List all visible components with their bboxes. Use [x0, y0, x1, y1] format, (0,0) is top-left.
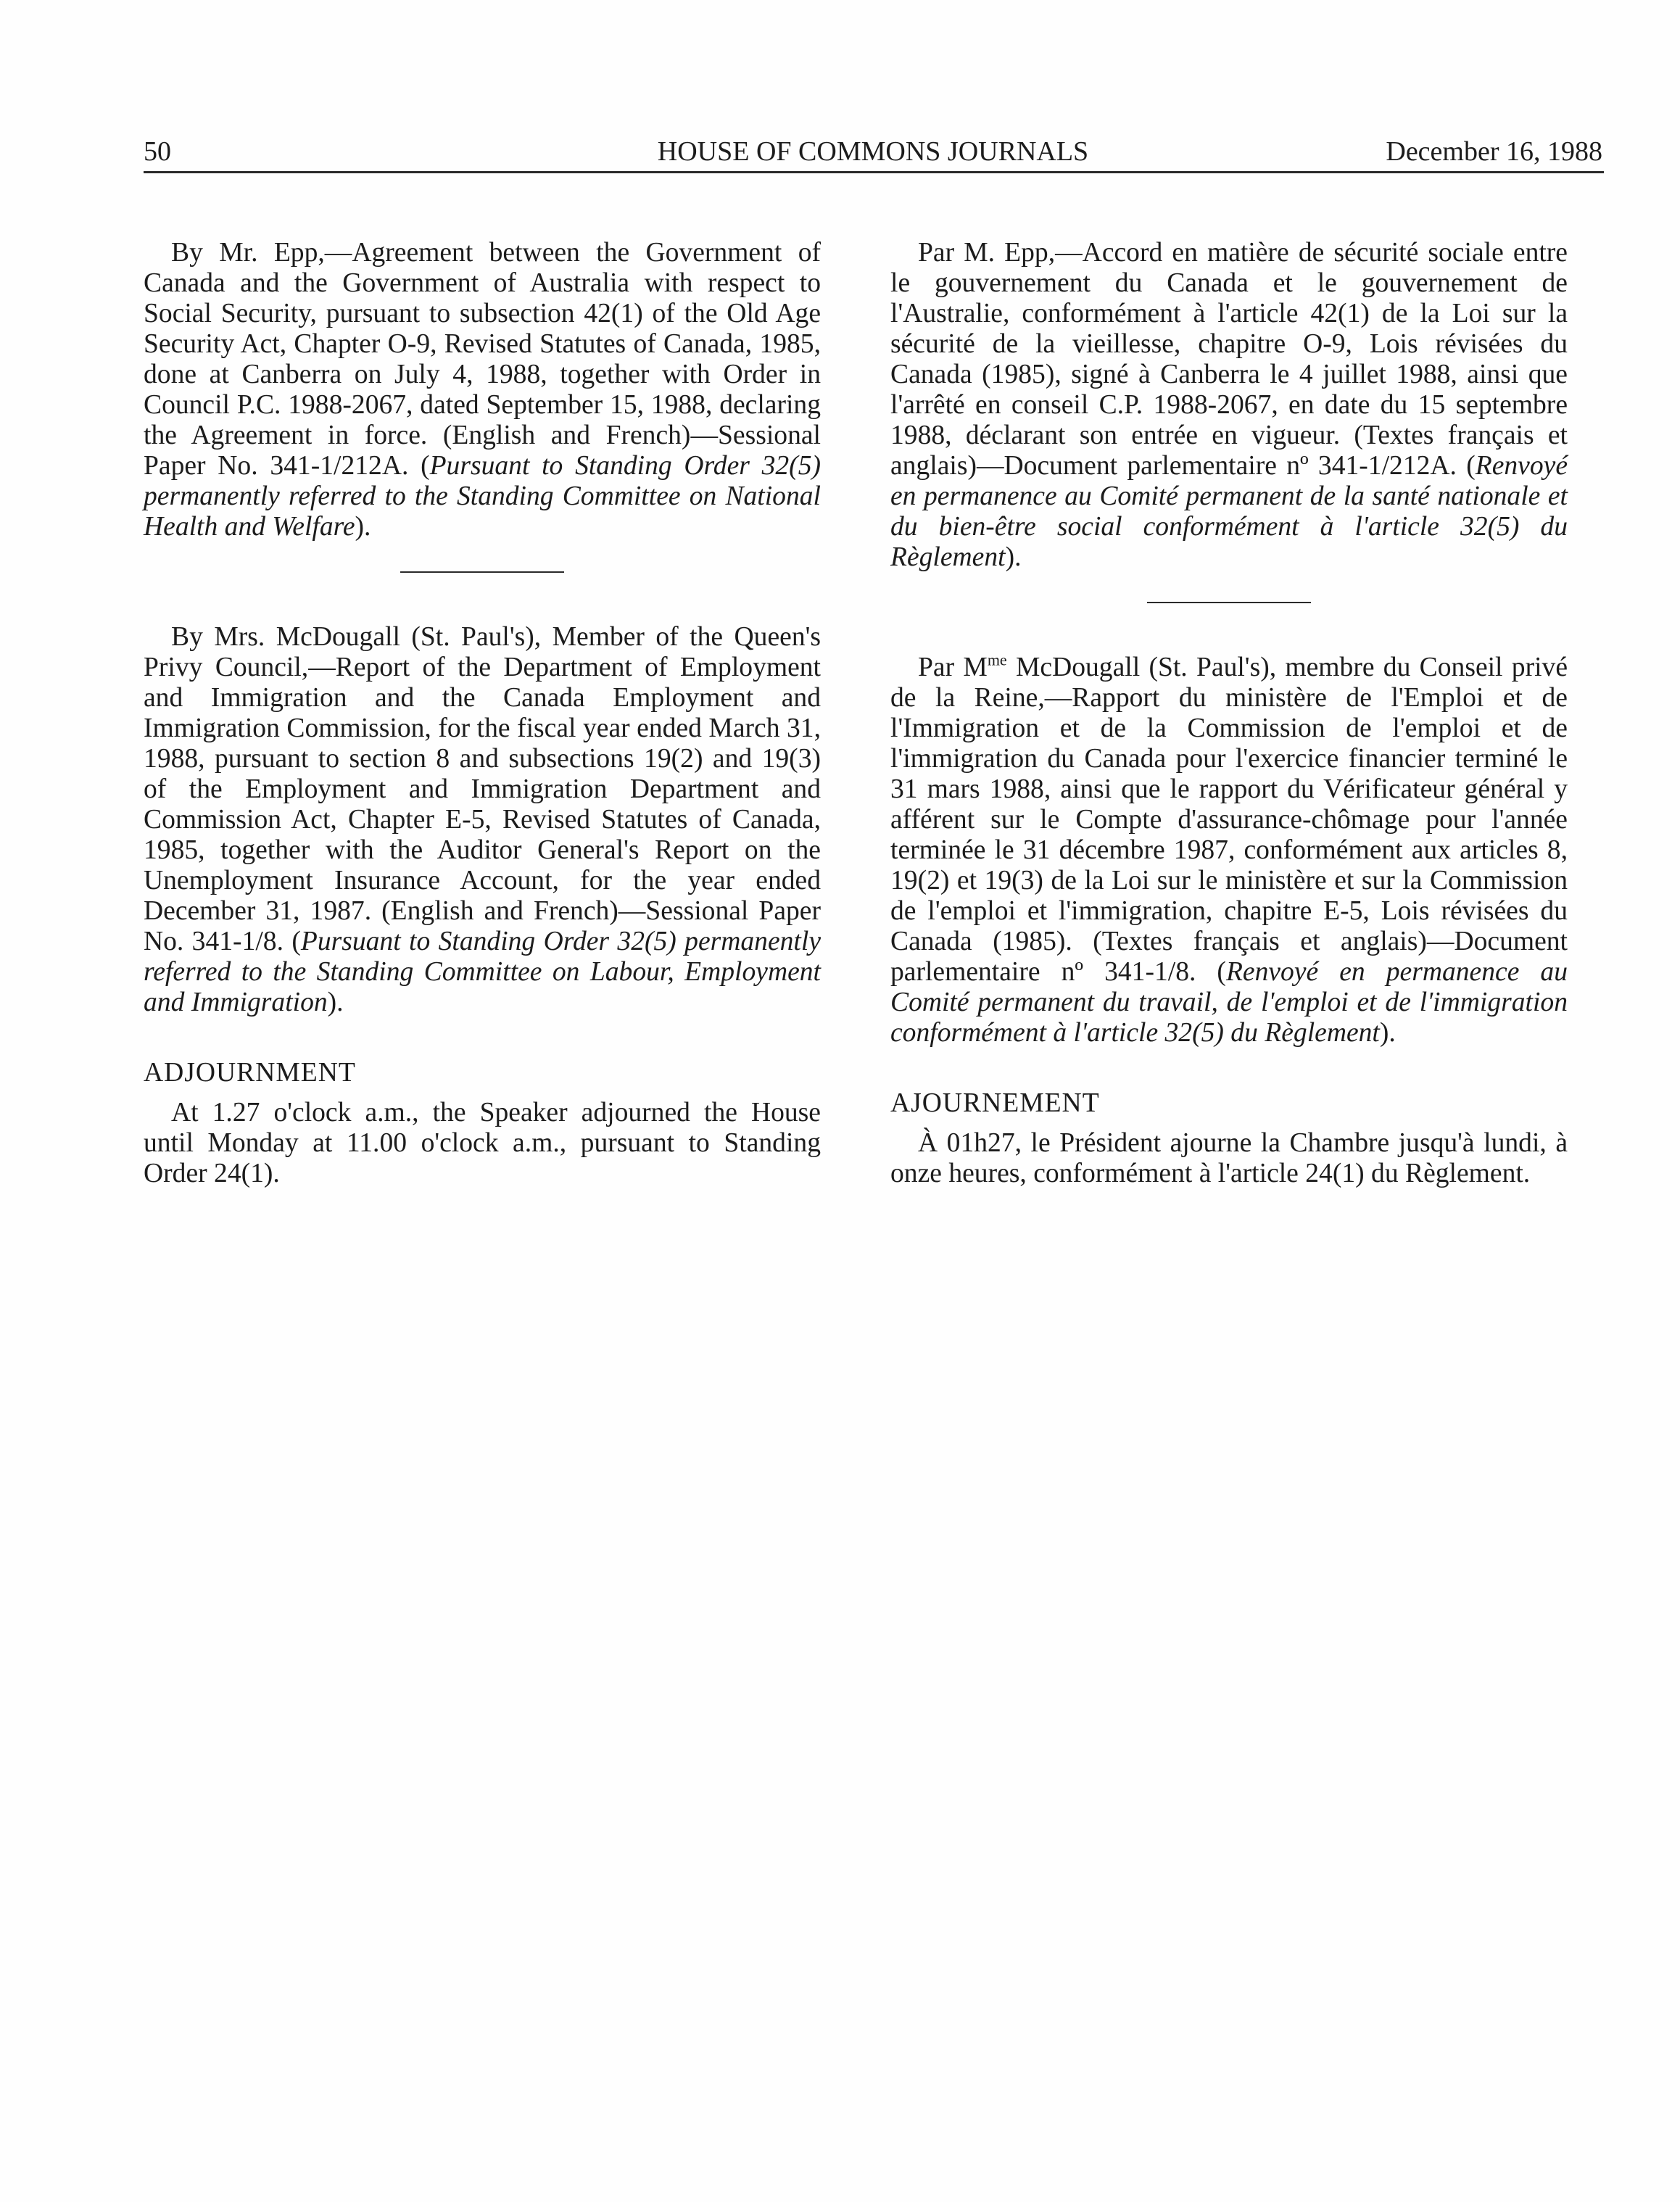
journal-title: HOUSE OF COMMONS JOURNALS: [657, 136, 1089, 167]
paragraph-mcdougall-fr: [890, 650, 1568, 1048]
epp-en-text: By Mr. Epp,—Agreement between the Government of Canada and the Government of Australia with respect to Social Security, pursuant to subsection 42(1) of the Old Age Security Act, Chapter O-9, Revised Statutes of Canada, 1985, done at Canberra on July 4, 1988, together with Order in Council P.C. 1988-2067, dated September 15, 1988, declaring the Agreement in force. (English and French)—Sessional Paper No. 341-1/212A. (: [144, 238, 821, 481]
epp-fr-text: Par M. Epp,—Accord en matière de sécurité sociale entre le gouvernement du Canada et le gouvernement de l'Australie, conformément à l'article 42(1) de la Loi sur la sécurité de la vieillesse, chapitre O-9, Lois révisées du Canada (1985), signé à Canberra le 4 juillet 1988, ainsi que l'arrêté en conseil C.P. 1988-2067, en date du 15 septembre 1988, déclarant son entrée en vigueur. (Textes français et anglais)—Document parlementaire nº 341-1/212A. (: [890, 238, 1568, 481]
divider-rule: [1147, 602, 1311, 603]
epp-fr-referral: Renvoyé en permanence au Comité permanent de la santé nationale et du bien-être social conformément à l'article 32(5) du Règlement: [890, 451, 1568, 572]
paragraph-epp-en: [144, 238, 821, 542]
mcdougall-en-end: ).: [327, 988, 344, 1017]
mcdougall-fr-referral: Renvoyé en permanence au Comité permanent du travail, de l'emploi et de l'immigration conformément à l'article 32(5) du Règlement: [890, 957, 1568, 1048]
french-column: [890, 238, 1568, 1189]
page-header: [144, 133, 1602, 170]
mcdougall-fr-text: McDougall (St. Paul's), membre du Conseil privé de la Reine,—Rapport du ministère de l'Emploi et de l'Immigration et de la Commission de l'emploi et de l'immigration du Canada pour l'exercice financier terminé le 31 mars 1988, ainsi que le rapport du Vérificateur général y afférent sur le Compte d'assurance-chômage pour l'année terminée le 31 décembre 1987, conformément aux articles 8, 19(2) et 19(3) de la Loi sur le ministère et sur la Commission de l'emploi et l'immigration, chapitre E-5, Lois révisées du Canada (1985). (Textes français et anglais)—Document parlementaire nº 341-1/8. (: [890, 653, 1568, 987]
english-column: [144, 238, 821, 1189]
mcdougall-fr-superscript: me: [987, 650, 1007, 669]
mcdougall-fr-prefix: Par M: [918, 653, 988, 682]
adjournment-text-en: At 1.27 o'clock a.m., the Speaker adjourned the House until Monday at 11.00 o'clock a.m., pursuant to Standing Order 24(1).: [144, 1098, 821, 1188]
epp-en-referral: Pursuant to Standing Order 32(5) permanently referred to the Standing Committee on National Health and Welfare: [144, 451, 821, 542]
mcdougall-fr-end: ).: [1379, 1018, 1396, 1048]
adjournment-heading-en: ADJOURNMENT: [144, 1058, 356, 1088]
mcdougall-en-referral: Pursuant to Standing Order 32(5) permanently referred to the Standing Committee on Labour, Employment and Immigration: [144, 927, 821, 1017]
page-number: 50: [144, 136, 171, 167]
paragraph-epp-fr: [890, 238, 1568, 573]
adjournment-heading-fr: AJOURNEMENT: [890, 1088, 1100, 1118]
header-rule: [144, 171, 1604, 173]
adjournment-text-fr: À 01h27, le Président ajourne la Chambre jusqu'à lundi, à onze heures, conformément à l'article 24(1) du Règlement.: [890, 1128, 1568, 1188]
epp-fr-end: ).: [1005, 542, 1022, 572]
paragraph-mcdougall-en: [144, 622, 821, 1018]
epp-en-end: ).: [355, 512, 371, 542]
mcdougall-en-text: By Mrs. McDougall (St. Paul's), Member of the Queen's Privy Council,—Report of the Department of Employment and Immigration and the Canada Employment and Immigration Commission, for the fiscal year ended March 31, 1988, pursuant to section 8 and subsections 19(2) and 19(3) of the Employment and Immigration Department and Commission Act, Chapter E-5, Revised Statutes of Canada, 1985, together with the Auditor General's Report on the Unemployment Insurance Account, for the year ended December 31, 1987. (English and French)—Sessional Paper No. 341-1/8. (: [144, 622, 821, 956]
header-date: December 16, 1988: [1386, 136, 1602, 167]
divider-rule: [400, 571, 564, 573]
